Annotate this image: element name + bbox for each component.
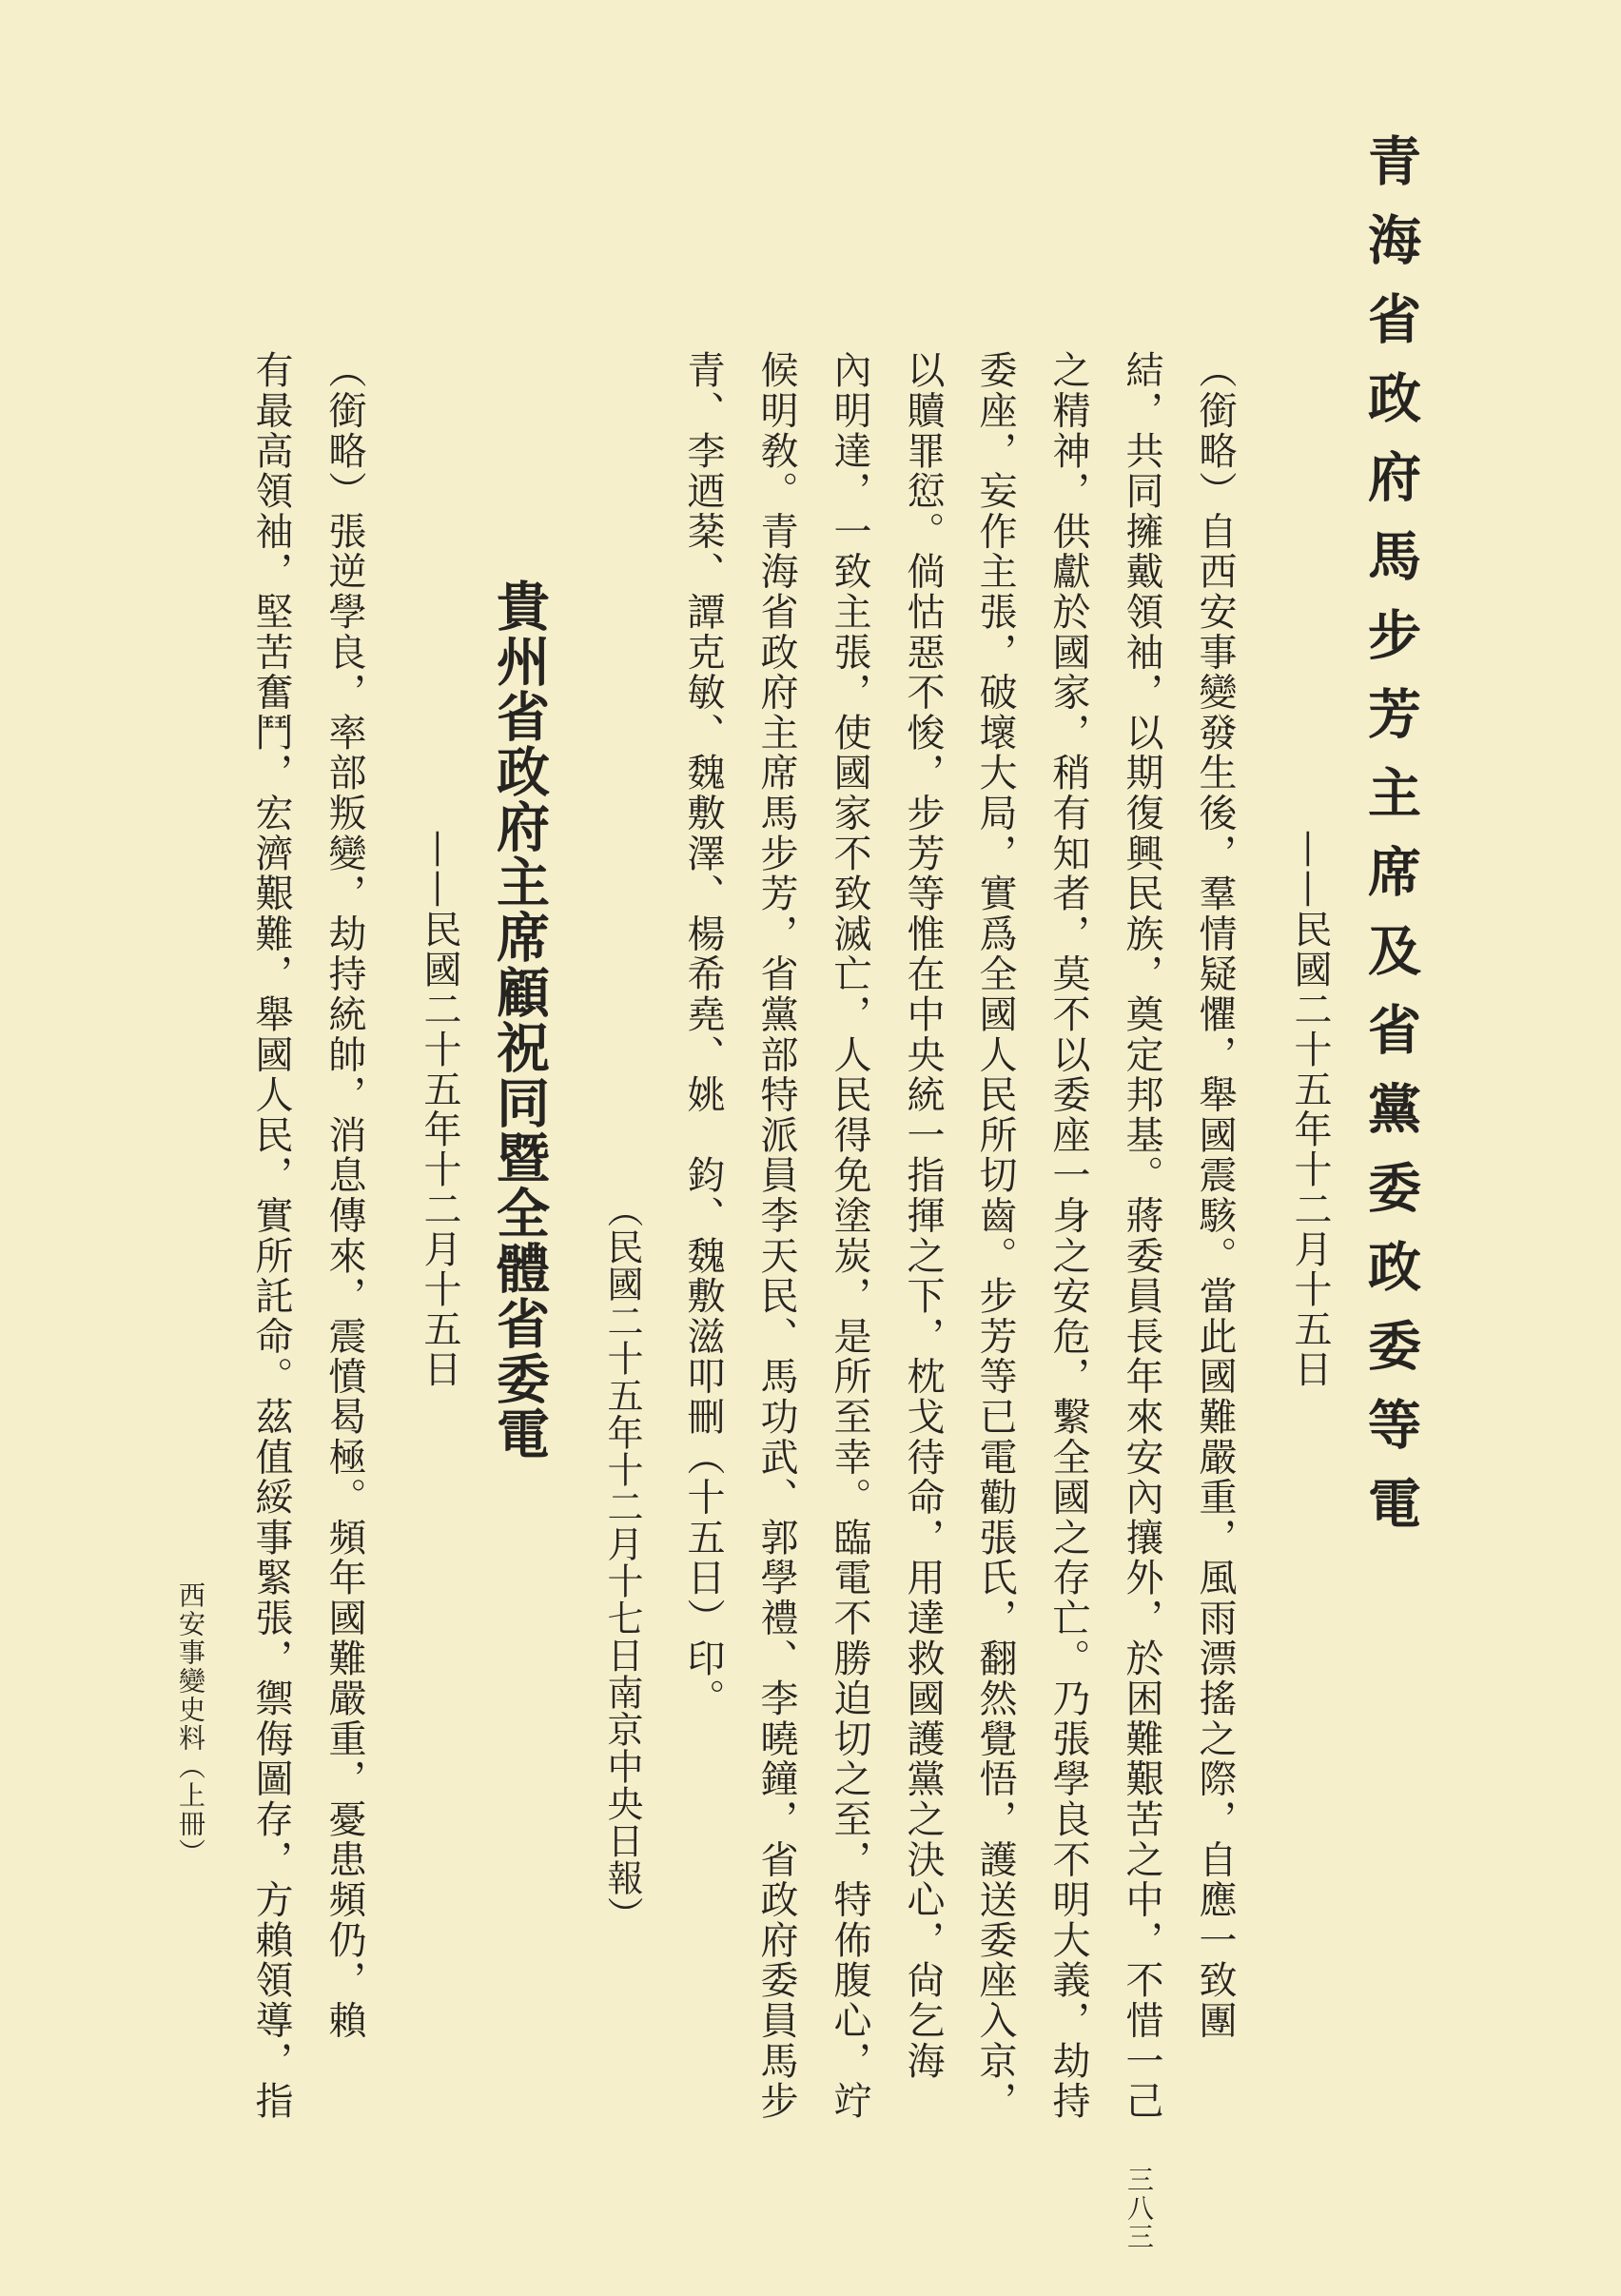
section-1-source: （民國二十五年十二月十七日南京中央日報） xyxy=(601,1191,643,1933)
section-1-line: 委座，妄作主張，破壞大局，實爲全國人民所切齒。步芳等已電勸張氏，翻然覺悟，護送委座入京， xyxy=(973,350,1017,2122)
section-1-line: 以贖罪愆。倘怙惡不悛，步芳等惟在中央統一指揮之下，枕戈待命，用達救國護黨之決心，尙乞海 xyxy=(901,350,945,2081)
page-number: 三八三 xyxy=(1123,2166,1155,2251)
section-2-title: 貴州省政府主席顧祝同暨全體省委電 xyxy=(488,579,551,1462)
section-1-line: 候明敎。青海省政府主席馬步芳，省黨部特派員李天民、馬功武、郭學禮、李曉鐘，省政府委員馬步 xyxy=(754,350,798,2122)
section-1-line: 青、李迺棻、譚克敏、魏敷澤、楊希堯、姚 鈞、魏敷滋叩刪（十五日）印。 xyxy=(681,350,725,1719)
footer-book-title: 西安事變史料（上冊） xyxy=(175,1581,206,1867)
section-1-line: 內明達，一致主張，使國家不致滅亡，人民得免塗炭，是所至幸。臨電不勝迫切之至，特佈腹心，竚 xyxy=(828,350,871,2122)
section-2-line: （銜略）張逆學良，率部叛變，劫持統帥，消息傳來，震憤曷極。頻年國難嚴重，憂患頻仍，賴 xyxy=(322,350,366,2041)
section-1-line: 結，共同擁戴領袖，以期復興民族，奠定邦基。蔣委員長年來安內攘外，於困難艱苦之中，不惜一己 xyxy=(1120,350,1163,2122)
section-1-date: ——民國二十五年十二月十五日 xyxy=(1288,830,1332,1389)
section-2-date: ——民國二十五年十二月十五日 xyxy=(418,830,461,1389)
section-1-title: 青海省政府馬步芳主席及省黨委政委等電 xyxy=(1359,133,1422,1555)
section-1-line: （銜略）自西安事變發生後，羣情疑懼，舉國震駭。當此國難嚴重，風雨漂搖之際，自應一致團 xyxy=(1193,350,1237,2041)
section-2-line: 有最高領袖，堅苦奮鬥，宏濟艱難，舉國人民，實所託命。茲值綏事緊張，禦侮圖存，方賴領導，指 xyxy=(249,350,293,2122)
section-1-line: 之精神，供獻於國家，稍有知者，莫不以委座一身之安危，繫全國之存亡。乃張學良不明大義，劫持 xyxy=(1046,350,1090,2122)
